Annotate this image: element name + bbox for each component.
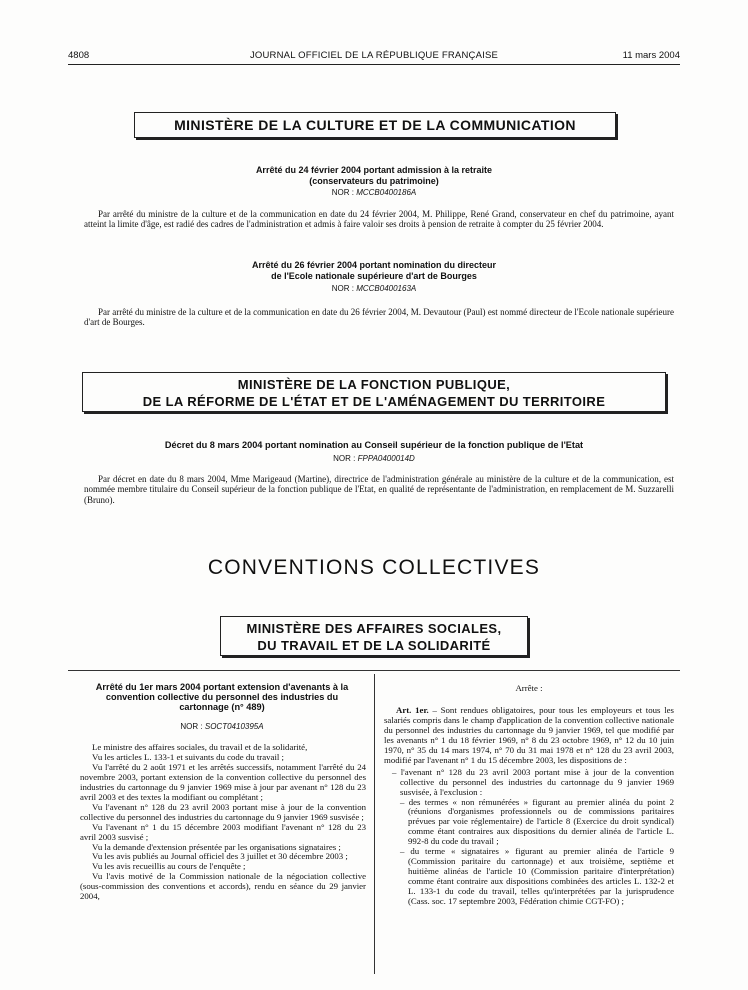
- act2-title: [90, 260, 658, 281]
- conv-act-title-line1: Arrêté du 1er mars 2004 portant extension d'avenants à la: [95, 682, 349, 692]
- journal-title: JOURNAL OFFICIEL DE LA RÉPUBLIQUE FRANÇAISE: [249, 50, 499, 61]
- header-rule: [68, 64, 680, 65]
- decret-body-text: Par décret en date du 8 mars 2004, Mme Marigeaud (Martine), directrice de l'administration générale au ministère de la culture et de la communication, est nommée membre titulaire du Conseil supérieur de la fonction publique de l'Etat, en qualité de représentante de l'administration, en remplacement de M. Suzzarelli (Bruno).: [84, 474, 674, 505]
- column-divider: [374, 674, 375, 974]
- act1-title-line2: (conservateurs du patrimoine): [309, 175, 439, 186]
- ministry-fp-line2: DE LA RÉFORME DE L'ÉTAT ET DE L'AMÉNAGEMENT DU TERRITOIRE: [142, 394, 606, 409]
- decret-body: [84, 474, 674, 505]
- decret-nor-code: FPPA0400014D: [357, 454, 415, 463]
- conventions-title: CONVENTIONS COLLECTIVES: [207, 556, 541, 579]
- decret-nor-label: NOR :: [333, 454, 356, 463]
- ministry-as-line1: MINISTÈRE DES AFFAIRES SOCIALES,: [246, 621, 502, 636]
- ministry-culture-heading: [134, 112, 616, 138]
- act2-body-text: Par arrêté du ministre de la culture et de la communication en date du 26 février 2004, M. Devautour (Paul) est nommé directeur de l'Ecole nationale supérieure d'art de Bourges.: [84, 307, 674, 328]
- visa-paragraph: Vu les articles L. 133-1 et suivants du code du travail ;: [92, 751, 284, 762]
- article-1-body: – Sont rendues obligatoires, pour tous les employeurs et tous les salariés compris dans le champ d'application de la convention collective nationale du personnel des industries du cartonnage du 9 janvier 1969, tel que modifié par les avenants n° 1 du 18 février 1969, n° 8 du 23 octobre 1969, n° 12 du 10 juin 1970, n° 35 du 14 mars 1974, n° 70 du 31 mai 1978 et n° 128 du 23 avril 2003, modifié par l'avenant n° 1 du 15 décembre 2003, les dispositions de :: [384, 704, 674, 765]
- act1-nor-code: MCCB0400186A: [356, 188, 417, 197]
- ministry-as-line2: DU TRAVAIL ET DE LA SOLIDARITÉ: [257, 638, 491, 653]
- act2-nor-label: NOR :: [331, 284, 354, 293]
- conv-act-nor: [78, 722, 366, 731]
- conv-right-column: [384, 684, 674, 907]
- ministry-affaires-sociales-heading: [220, 616, 528, 656]
- act1-nor: [90, 188, 658, 197]
- visa-paragraph: Vu les avis recueillis au cours de l'enquête ;: [92, 861, 246, 872]
- act2-nor: [90, 284, 658, 293]
- visa-paragraph: Vu la demande d'extension présentée par les organisations signataires ;: [92, 841, 341, 852]
- arrete-label: Arrête :: [515, 683, 543, 693]
- issue-date: 11 mars 2004: [622, 50, 680, 61]
- decret-title: Décret du 8 mars 2004 portant nomination au Conseil supérieur de la fonction publique de l'Etat: [164, 440, 584, 450]
- act1-title: [90, 165, 658, 186]
- article-1: [384, 706, 674, 766]
- page-number: 4808: [68, 50, 90, 61]
- act2-title-line2: de l'Ecole nationale supérieure d'art de Bourges: [271, 270, 477, 281]
- conv-act-title-line3: cartonnage (n° 489): [179, 702, 265, 712]
- article-1-subitem: – des termes « non rémunérées » figurant au premier alinéa du point 2 (réunions d'organismes professionnels ou de commissions paritaires prévues par voie réglementaire) de l'article 8 (Exercice du droit syndical) comme étant contraires aux dispositions du dernier alinéa de l'article L. 992-8 du code du travail ;: [400, 796, 674, 847]
- decret-nor: [90, 454, 658, 463]
- act1-title-line1: Arrêté du 24 février 2004 portant admission à la retraite: [255, 165, 493, 175]
- conv-act-title-line2: convention collective du personnel des industries du: [105, 692, 339, 702]
- act1-body: [84, 209, 674, 230]
- ministry-fp-line1: MINISTÈRE DE LA FONCTION PUBLIQUE,: [237, 377, 511, 392]
- visa-paragraph: Le ministre des affaires sociales, du travail et de la solidarité,: [92, 742, 308, 752]
- act2-body: [84, 307, 674, 328]
- act2-title-line1: Arrêté du 26 février 2004 portant nomination du directeur: [251, 260, 497, 270]
- act1-nor-label: NOR :: [331, 188, 354, 197]
- act1-body-text: Par arrêté du ministre de la culture et de la communication en date du 24 février 2004, M. Philippe, René Grand, conservateur en chef du patrimoine, ayant atteint la limite d'âge, est radié des cadres de l'administration et admis à faire valoir ses droits à pension de retraite à compter du 25 février 2004.: [84, 209, 674, 230]
- visa-paragraph: Vu l'avenant n° 1 du 15 décembre 2003 modifiant l'avenant n° 128 du 23 avril 2003 susvisé ;: [80, 821, 366, 842]
- visa-paragraph: Vu l'avenant n° 128 du 23 avril 2003 portant mise à jour de la convention collective du personnel des industries du cartonnage du 9 janvier 1969 susvisée ;: [80, 801, 366, 822]
- article-1-item: – l'avenant n° 128 du 23 avril 2003 portant mise à jour de la convention collective du personnel des industries du cartonnage du 9 janvier 1969 susvisée, à l'exclusion :: [392, 766, 674, 797]
- conv-act-nor-label: NOR :: [180, 722, 203, 731]
- section-rule: [68, 670, 680, 671]
- visa-paragraph: Vu l'arrêté du 2 août 1971 et les arrêtés successifs, notamment l'arrêté du 24 novembre 2003, portant extension de la convention collective du personnel des industries du cartonnage du 9 janvier 1969 mise à jour par avenant n° 128 du 23 avril 2003 et des textes la modifiant ou complétant ;: [80, 761, 366, 802]
- conv-act-title: [78, 682, 366, 712]
- visa-paragraph: Vu l'avis motivé de la Commission nationale de la négociation collective (sous-commission des conventions et accords), rendu en séance du 29 janvier 2004,: [80, 871, 366, 902]
- ministry-fonction-publique-heading: [82, 372, 666, 412]
- act2-nor-code: MCCB0400163A: [356, 284, 417, 293]
- conv-act-nor-code: SOCT0410395A: [204, 722, 264, 731]
- article-1-label: Art. 1er.: [396, 704, 429, 715]
- ministry-culture-label: MINISTÈRE DE LA CULTURE ET DE LA COMMUNICATION: [174, 117, 576, 133]
- conv-visas: [80, 743, 366, 902]
- visa-paragraph: Vu les avis publiés au Journal officiel des 3 juillet et 30 décembre 2003 ;: [92, 851, 348, 862]
- article-1-subitem: – du terme « signataires » figurant au premier alinéa de l'article 9 (Commission paritaire du cartonnage) et aux troisième, septième et huitième alinéas de l'article 10 (Commission paritaire d'interprétation) comme étant contraire aux dispositions combinées des articles L. 132-2 et L. 133-1 du code du travail, telles qu'interprétées par la jurisprudence (Cass. soc. 17 septembre 2003, Fédération chimie CGT-FO) ;: [400, 846, 674, 907]
